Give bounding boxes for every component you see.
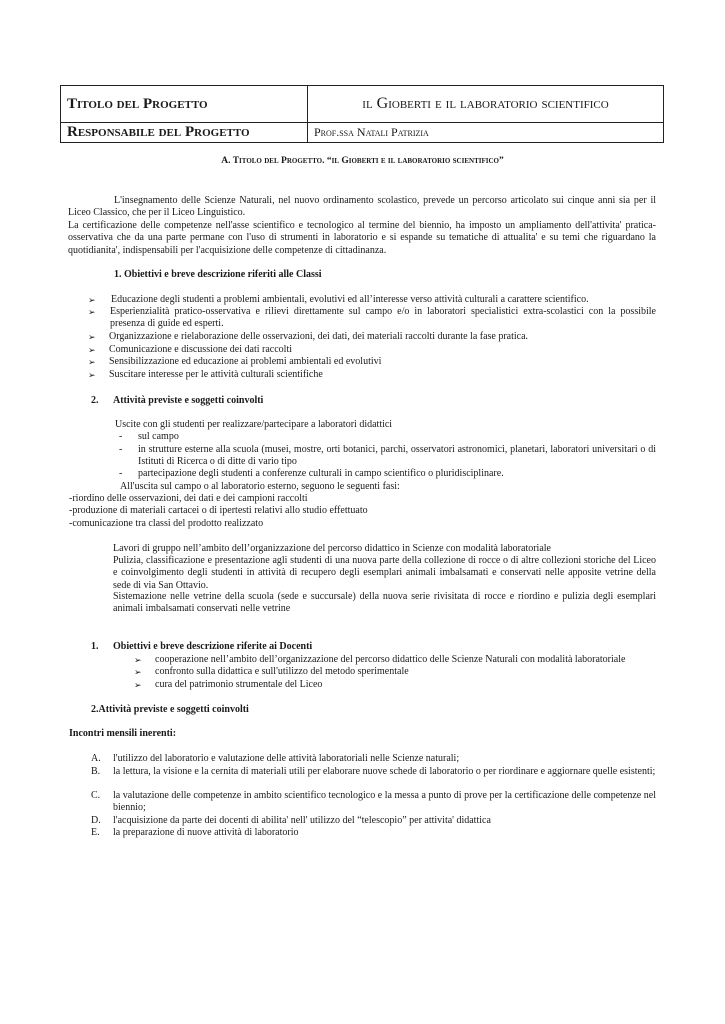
list-item: ➢ cooperazione nell’ambito dell’organizzazione del percorso didattico delle Scienze Naturali con modalità laboratoriale [134,654,626,665]
arrow-bullet-icon: ➢ [134,655,142,665]
intro-paragraph-1: L'insegnamento delle Scienze Naturali, nel nuovo ordinamento scolastico, prevede un percorso articolato sui cinque anni sia per il Liceo Classico, che per il Liceo Linguistico. [68,195,656,219]
list-item: l'utilizzo del laboratorio e valutazione delle attività laboratoriali nelle Scienze naturali; [113,753,460,764]
responsible-label: Responsabile del Progetto [61,123,308,143]
responsible-value: Prof.ssa Natali Patrizia [308,123,664,143]
attivita-classi-heading-number: 2. [91,395,99,406]
list-letter: D. [91,815,101,826]
uscite-intro: Uscite con gli studenti per realizzare/partecipare a laboratori didattici [115,419,393,430]
list-letter: A. [91,753,101,764]
list-item: la valutazione delle competenze in ambito scientifico tecnologico e la messa a punto di prove per la certificazione delle competenze nel biennio; [113,790,656,814]
list-item: ➢ confronto sulla didattica e sull'utilizzo del metodo sperimentale [134,666,409,677]
title-label: Titolo del Progetto [61,86,308,123]
attivita-docenti-heading: 2.Attività previste e soggetti coinvolti [91,704,249,715]
fase-item: -comunicazione tra classi del prodotto realizzato [69,518,264,529]
list-letter: C. [91,790,101,801]
list-item: ➢ Comunicazione e discussione dei dati raccolti [88,344,292,355]
dash-bullet: - [119,444,123,455]
arrow-bullet-icon: ➢ [134,667,142,677]
obiettivi-classi-heading: 1. Obiettivi e breve descrizione riferiti alle Classi [114,269,322,280]
arrow-bullet-icon: ➢ [88,332,96,342]
sistemazione-text: Sistemazione nelle vetrine della scuola (sede e succursale) della nuova serie rivisitata di rocce e riordino e pulizia degli esemplari animali imbalsamati conservati nelle vetrine [113,591,656,615]
incontri-heading: Incontri mensili inerenti: [69,728,177,739]
arrow-bullet-icon: ➢ [134,680,142,690]
list-item: la preparazione di nuove attività di laboratorio [113,827,299,838]
fase-item: -produzione di materiali cartacei o di ipertesti relativi allo studio effettuato [69,505,368,516]
lavori-text: Lavori di gruppo nell’ambito dell’organizzazione del percorso didattico in Scienze con modalità laboratoriale [113,543,551,554]
list-item: ➢ Esperienzialità pratico-osservativa e rilievi direttamente sul campo e/o in laboratori specialistici extra-scolastici con la possibile presenza di guide ed esperti. [88,306,656,330]
arrow-bullet-icon: ➢ [88,295,96,305]
arrow-bullet-icon: ➢ [88,307,96,317]
fasi-intro: All'uscita sul campo o al laboratorio esterno, seguono le seguenti fasi: [120,481,400,492]
list-item: ➢ Sensibilizzazione ed educazione ai problemi ambientali ed evolutivi [88,356,382,367]
list-item: ➢ Educazione degli studenti a problemi ambientali, evolutivi ed all’interesse verso attività culturali a carattere scientifico. [88,294,589,305]
obiettivi-docenti-heading: Obiettivi e breve descrizione riferite ai Docenti [113,641,313,652]
list-letter: E. [91,827,100,838]
dash-bullet: - [119,468,123,479]
obiettivi-docenti-heading-number: 1. [91,641,99,652]
list-letter: B. [91,766,101,777]
attivita-classi-heading: Attività previste e soggetti coinvolti [113,395,264,406]
dash-item: partecipazione degli studenti a conferenze culturali in campo scientifico o pluridisciplinare. [138,468,504,479]
list-item: ➢ cura del patrimonio strumentale del Liceo [134,679,323,690]
list-item: l'acquisizione da parte dei docenti di abilita' nell' utilizzo del “telescopio” per attivita' didattica [113,815,491,826]
project-header-table [60,85,664,143]
list-item: ➢ Organizzazione e rielaborazione delle osservazioni, dei dati, dei materiali raccolti durante la fase pratica. [88,331,529,342]
dash-item: sul campo [138,431,179,442]
fase-item: -riordino delle osservazioni, dei dati e dei campioni raccolti [69,493,308,504]
list-item: ➢ Suscitare interesse per le attività culturali scientifiche [88,369,323,380]
list-item: la lettura, la visione e la cernita di materiali utili per elaborare nuove schede di laboratorio o per riordinare e aggiornare quelle esistenti; [113,766,656,777]
arrow-bullet-icon: ➢ [88,357,96,367]
title-value: il Gioberti e il laboratorio scientifico [308,86,664,123]
pulizia-text: Pulizia, classificazione e presentazione agli studenti di una nuova parte della collezione di rocce o di altre collezioni storiche del Liceo e coinvolgimento degli studenti in attività di recupero degli esemplari animali imbalsamati e conservati nelle apposite vetrine della sede di via San Ottavio. [113,555,656,591]
dash-bullet: - [119,431,123,442]
dash-item: in strutture esterne alla scuola (musei, mostre, orti botanici, parchi, osservatori astronomici, planetari, laboratori universitari o di Istituti di Ricerca o di ditte di vario tipo [138,444,656,468]
arrow-bullet-icon: ➢ [88,345,96,355]
arrow-bullet-icon: ➢ [88,370,96,380]
section-title: A. Titolo del Progetto. “il Gioberti e il laboratorio scientifico” [221,156,504,166]
intro-paragraph-2: La certificazione delle competenze nell'asse scientifico e tecnologico al termine del biennio, ha imposto un ampliamento dell'attivita' pratica-osservativa che da una parte permane con l'uso di strumenti in laboratorio e si espande su tematiche di attualita' e su temi che riguardano la quotidianita', indispensabili per l'acquisizione delle competenze di cittadinanza. [68,220,656,256]
